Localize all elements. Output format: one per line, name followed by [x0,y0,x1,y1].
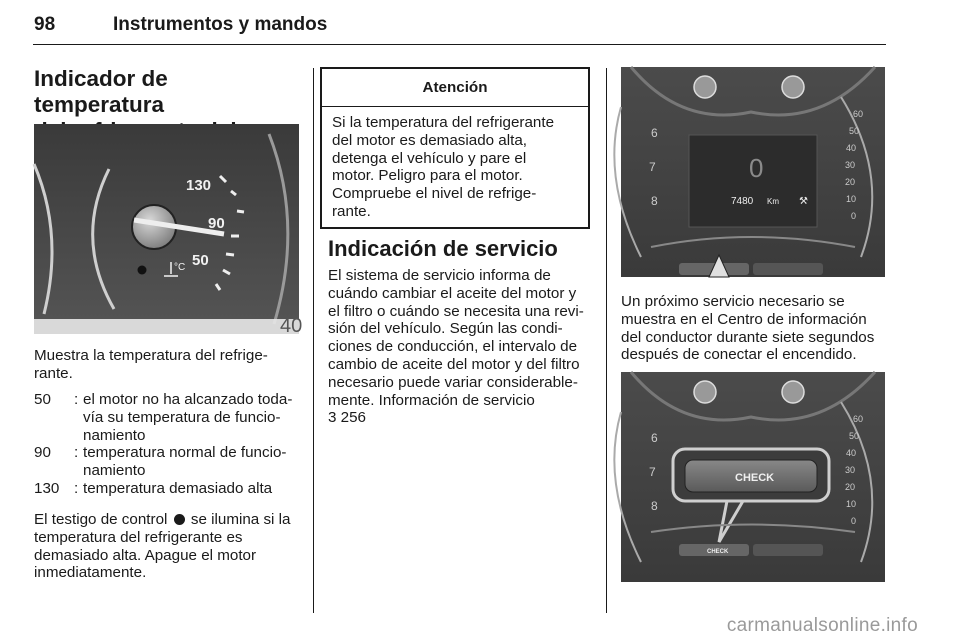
definition-colon: : [74,391,79,408]
attention-line: Si la temperatura del refrigerante [332,114,555,131]
service-caption [621,293,889,364]
speed-tick-label: 20 [845,177,856,187]
speed-tick-label: 10 [846,499,857,509]
definition-colon: : [74,479,79,497]
service-line: sión del vehículo. Según las condi- [328,320,563,338]
odometer-value: 7480 [731,196,754,207]
speed-tick-label: 40 [846,143,857,153]
service-line: cambio de aceite del motor y del filtro [328,355,580,373]
warning-lamp-dot [138,266,147,275]
temp-gauge-knob [782,381,804,403]
service-line: necesario puede variar considerable- [328,373,578,391]
definition-row [34,480,302,498]
speed-tick-label: 60 [853,414,864,424]
speed-tick-label: 60 [853,109,864,119]
attention-line: del motor es demasiado alta, [332,131,528,149]
definition-line: vía su temperatura de funcio- [83,408,281,426]
warning-text: se ilumina si la [190,511,291,528]
definition-row [34,391,302,444]
attention-title: Atención [322,69,588,107]
rev-tick-label: 7 [649,465,656,479]
coolant-gauge-illustration [34,124,303,337]
warning-line: demasiado alta. Apague el motor [34,546,257,564]
service-line: El sistema de servicio informa de [328,267,551,284]
speed-tick-label: 50 [849,126,860,136]
gauge-unit-label: °C [174,262,186,273]
service-line: ciones de conducción, el intervalo de [328,338,578,356]
definition-line: namiento [83,426,146,444]
indicator-bar-right [753,544,823,556]
page-reference-link[interactable]: 3 256 [328,409,367,427]
definition-value [83,391,302,444]
definition-key: 90 [34,444,51,462]
warning-paragraph [34,511,306,582]
page-number: 98 [34,14,56,35]
gauge-label-40: 40 [280,315,303,337]
temp-gauge-knob [782,76,804,98]
gauge-label-50: 50 [192,252,209,269]
temperature-definitions [34,391,302,498]
speed-tick-label: 30 [845,465,856,475]
caption-line: rante. [34,364,73,382]
speed-tick-label: 40 [846,448,857,458]
service-line: cuándo cambiar el aceite del motor y [328,284,577,302]
speed-tick-label: 20 [845,482,856,492]
check-cluster-photo [621,372,885,582]
attention-line: rante. [332,202,371,220]
column-divider-2 [606,68,607,613]
header-rule [33,44,886,45]
attention-body [322,107,588,221]
check-label: CHECK [735,472,775,484]
definition-line: temperatura normal de funcio- [83,444,287,462]
definition-line: namiento [83,462,146,480]
cluster-illustration-top [621,67,885,277]
gauge-label-90: 90 [208,215,225,232]
definition-key: 130 [34,479,60,497]
definition-line: el motor no ha alcanzado toda- [83,391,293,408]
caption-line: después de conectar el encendido. [621,346,857,364]
speed-display: 0 [749,153,764,183]
definition-line: temperatura demasiado alta [83,479,273,497]
speed-tick-label: 30 [845,160,856,170]
column-divider-1 [313,68,314,613]
speed-tick-label: 50 [849,431,860,441]
speed-tick-label: 0 [851,211,857,221]
definition-colon: : [74,444,79,462]
warning-text: El testigo de control [34,511,168,528]
watermark: carmanualsonline.info [726,615,918,636]
cluster-illustration-bottom [621,372,885,582]
attention-box [320,67,590,229]
rev-tick-label: 8 [651,499,658,513]
service-line: el filtro o cuándo se necesita una revi- [328,302,584,320]
coolant-gauge-photo [34,124,303,337]
coolant-heading-line1: Indicador de temperatura [34,66,168,117]
definition-value [83,444,302,480]
warning-line: temperatura del refrigerante es [34,528,243,546]
service-paragraph [328,267,604,427]
caption-line: muestra en el Centro de información [621,310,867,328]
warning-line [34,511,306,529]
control-lamp-icon [174,514,185,525]
fuel-gauge-knob [694,381,716,403]
odometer-unit: Km [767,197,779,206]
small-check-label: CHECK [707,549,729,555]
definition-key: 50 [34,391,51,408]
rev-tick-label: 7 [649,160,656,174]
attention-line: Compruebe el nivel de refrige- [332,185,537,203]
definition-row [34,444,302,480]
attention-line: detenga el vehículo y pare el [332,149,527,167]
rev-tick-label: 8 [651,194,658,208]
speed-tick-label: 0 [851,516,857,526]
service-heading: Indicación de servicio [328,236,558,261]
coolant-caption [34,347,302,383]
section-title: Instrumentos y mandos [113,14,328,35]
wrench-icon: ⚒ [799,196,808,207]
indicator-bar-right [753,263,823,275]
rev-tick-label: 6 [651,431,658,445]
service-line: mente. Información de servicio [328,391,535,409]
attention-line: motor. Peligro para el motor. [332,167,523,185]
caption-line: del conductor durante siete segundos [621,328,875,346]
definition-value [83,480,302,498]
rev-tick-label: 6 [651,126,658,140]
warning-line: inmediatamente. [34,564,147,582]
fuel-gauge-knob [694,76,716,98]
service-cluster-photo [621,67,885,277]
speed-tick-label: 10 [846,194,857,204]
caption-line: Un próximo servicio necesario se [621,293,845,310]
gauge-label-130: 130 [186,177,212,194]
caption-line: Muestra la temperatura del refrige- [34,347,268,364]
